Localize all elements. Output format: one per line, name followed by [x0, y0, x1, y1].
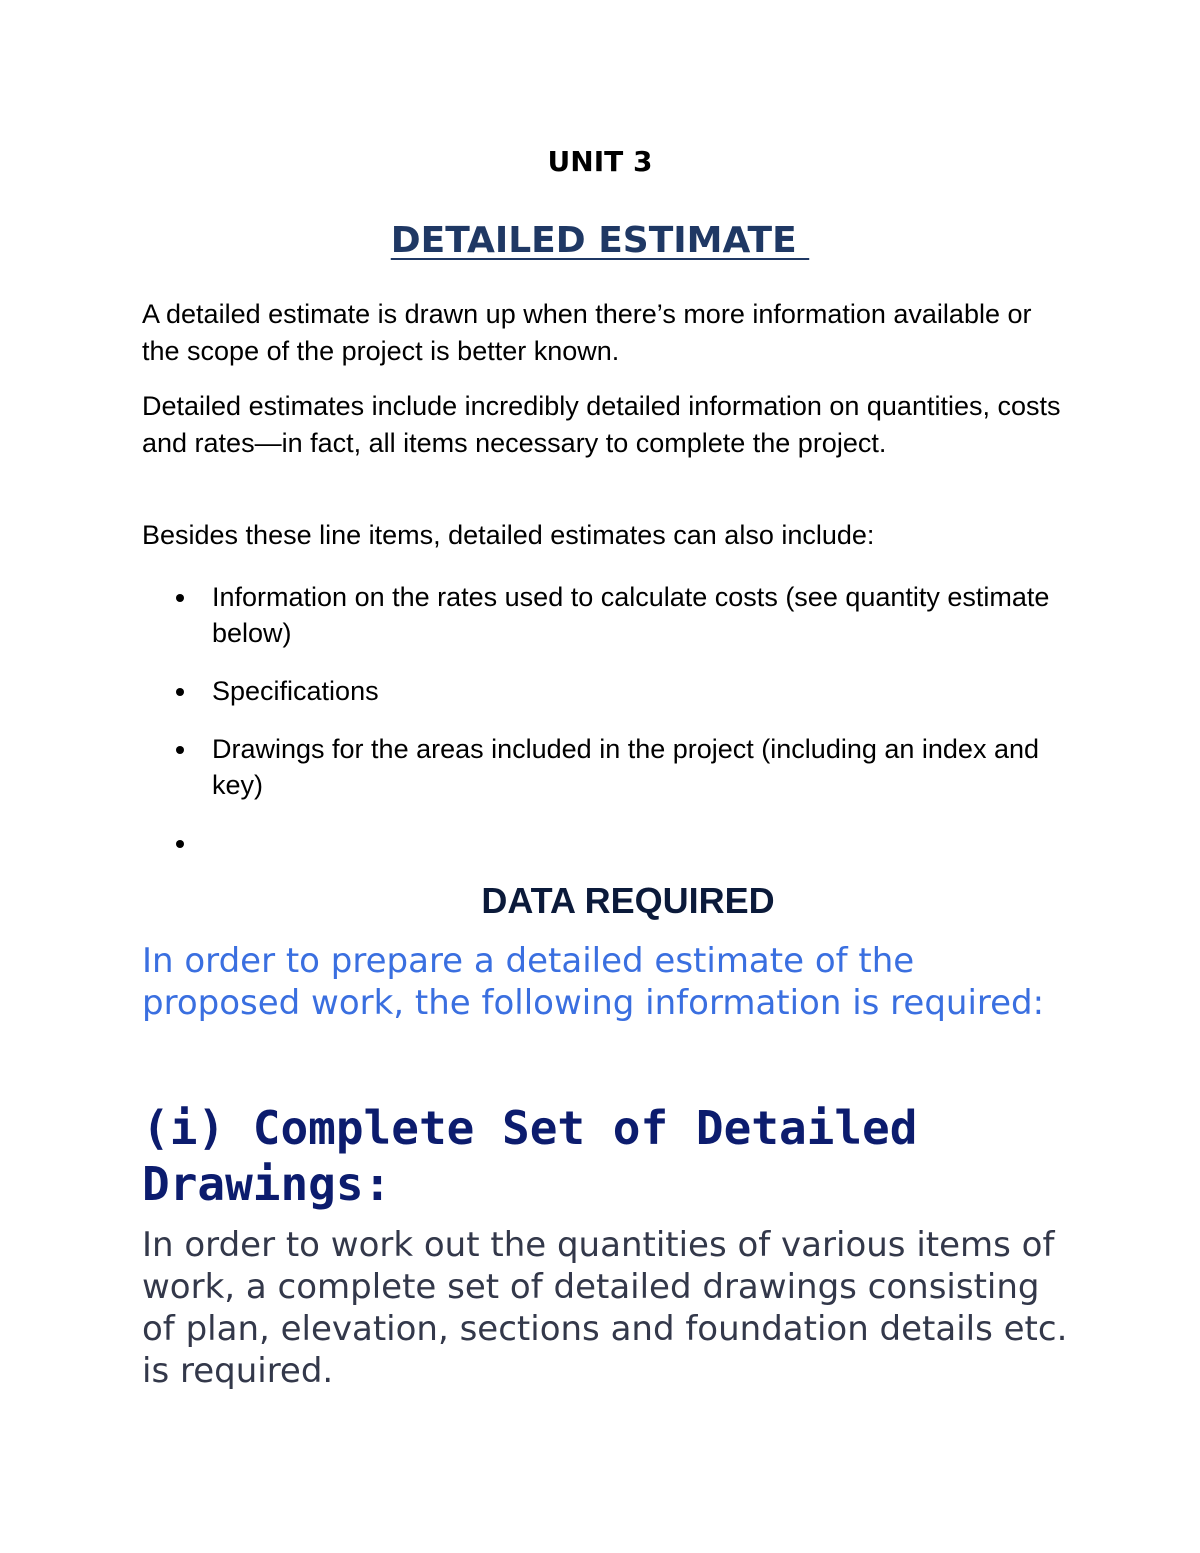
list-item — [142, 579, 1072, 651]
list-item — [142, 673, 1072, 709]
bullet-list — [142, 579, 1072, 883]
section-heading: DATA REQUIRED — [481, 880, 775, 921]
subheading: (i) Complete Set of Detailed Drawings: — [142, 1101, 918, 1211]
bullet-icon — [176, 594, 184, 602]
bullet-icon — [176, 746, 184, 754]
bullet-icon — [176, 688, 184, 696]
subheading-text: In order to work out the quantities of various items of work, a complete set of detailed drawings consisting of plan, elevation, sections and foundation details etc. is required. — [142, 1225, 1068, 1391]
list-item-text: Specifications — [212, 676, 379, 706]
paragraph-3: Besides these line items, detailed estimates can also include: — [142, 520, 875, 550]
paragraph-1: A detailed estimate is drawn up when there’s more information available or the scope of the project is better known. — [142, 299, 1032, 366]
list-item-text: Drawings for the areas included in the project (including an index and key) — [212, 734, 1039, 800]
list-item — [142, 825, 1072, 861]
unit-label: UNIT 3 — [547, 145, 653, 178]
intro-text: In order to prepare a detailed estimate of the proposed work, the following information is required: — [142, 941, 1045, 1023]
list-item-text: Information on the rates used to calculate costs (see quantity estimate below) — [212, 582, 1050, 648]
page-title-text: DETAILED ESTIMATE — [390, 220, 810, 261]
bullet-icon — [176, 840, 184, 848]
paragraph-2: Detailed estimates include incredibly detailed information on quantities, costs and rates—in fact, all items necessary to complete the project. — [142, 391, 1061, 458]
page-title — [0, 220, 1200, 261]
list-item — [142, 731, 1072, 803]
